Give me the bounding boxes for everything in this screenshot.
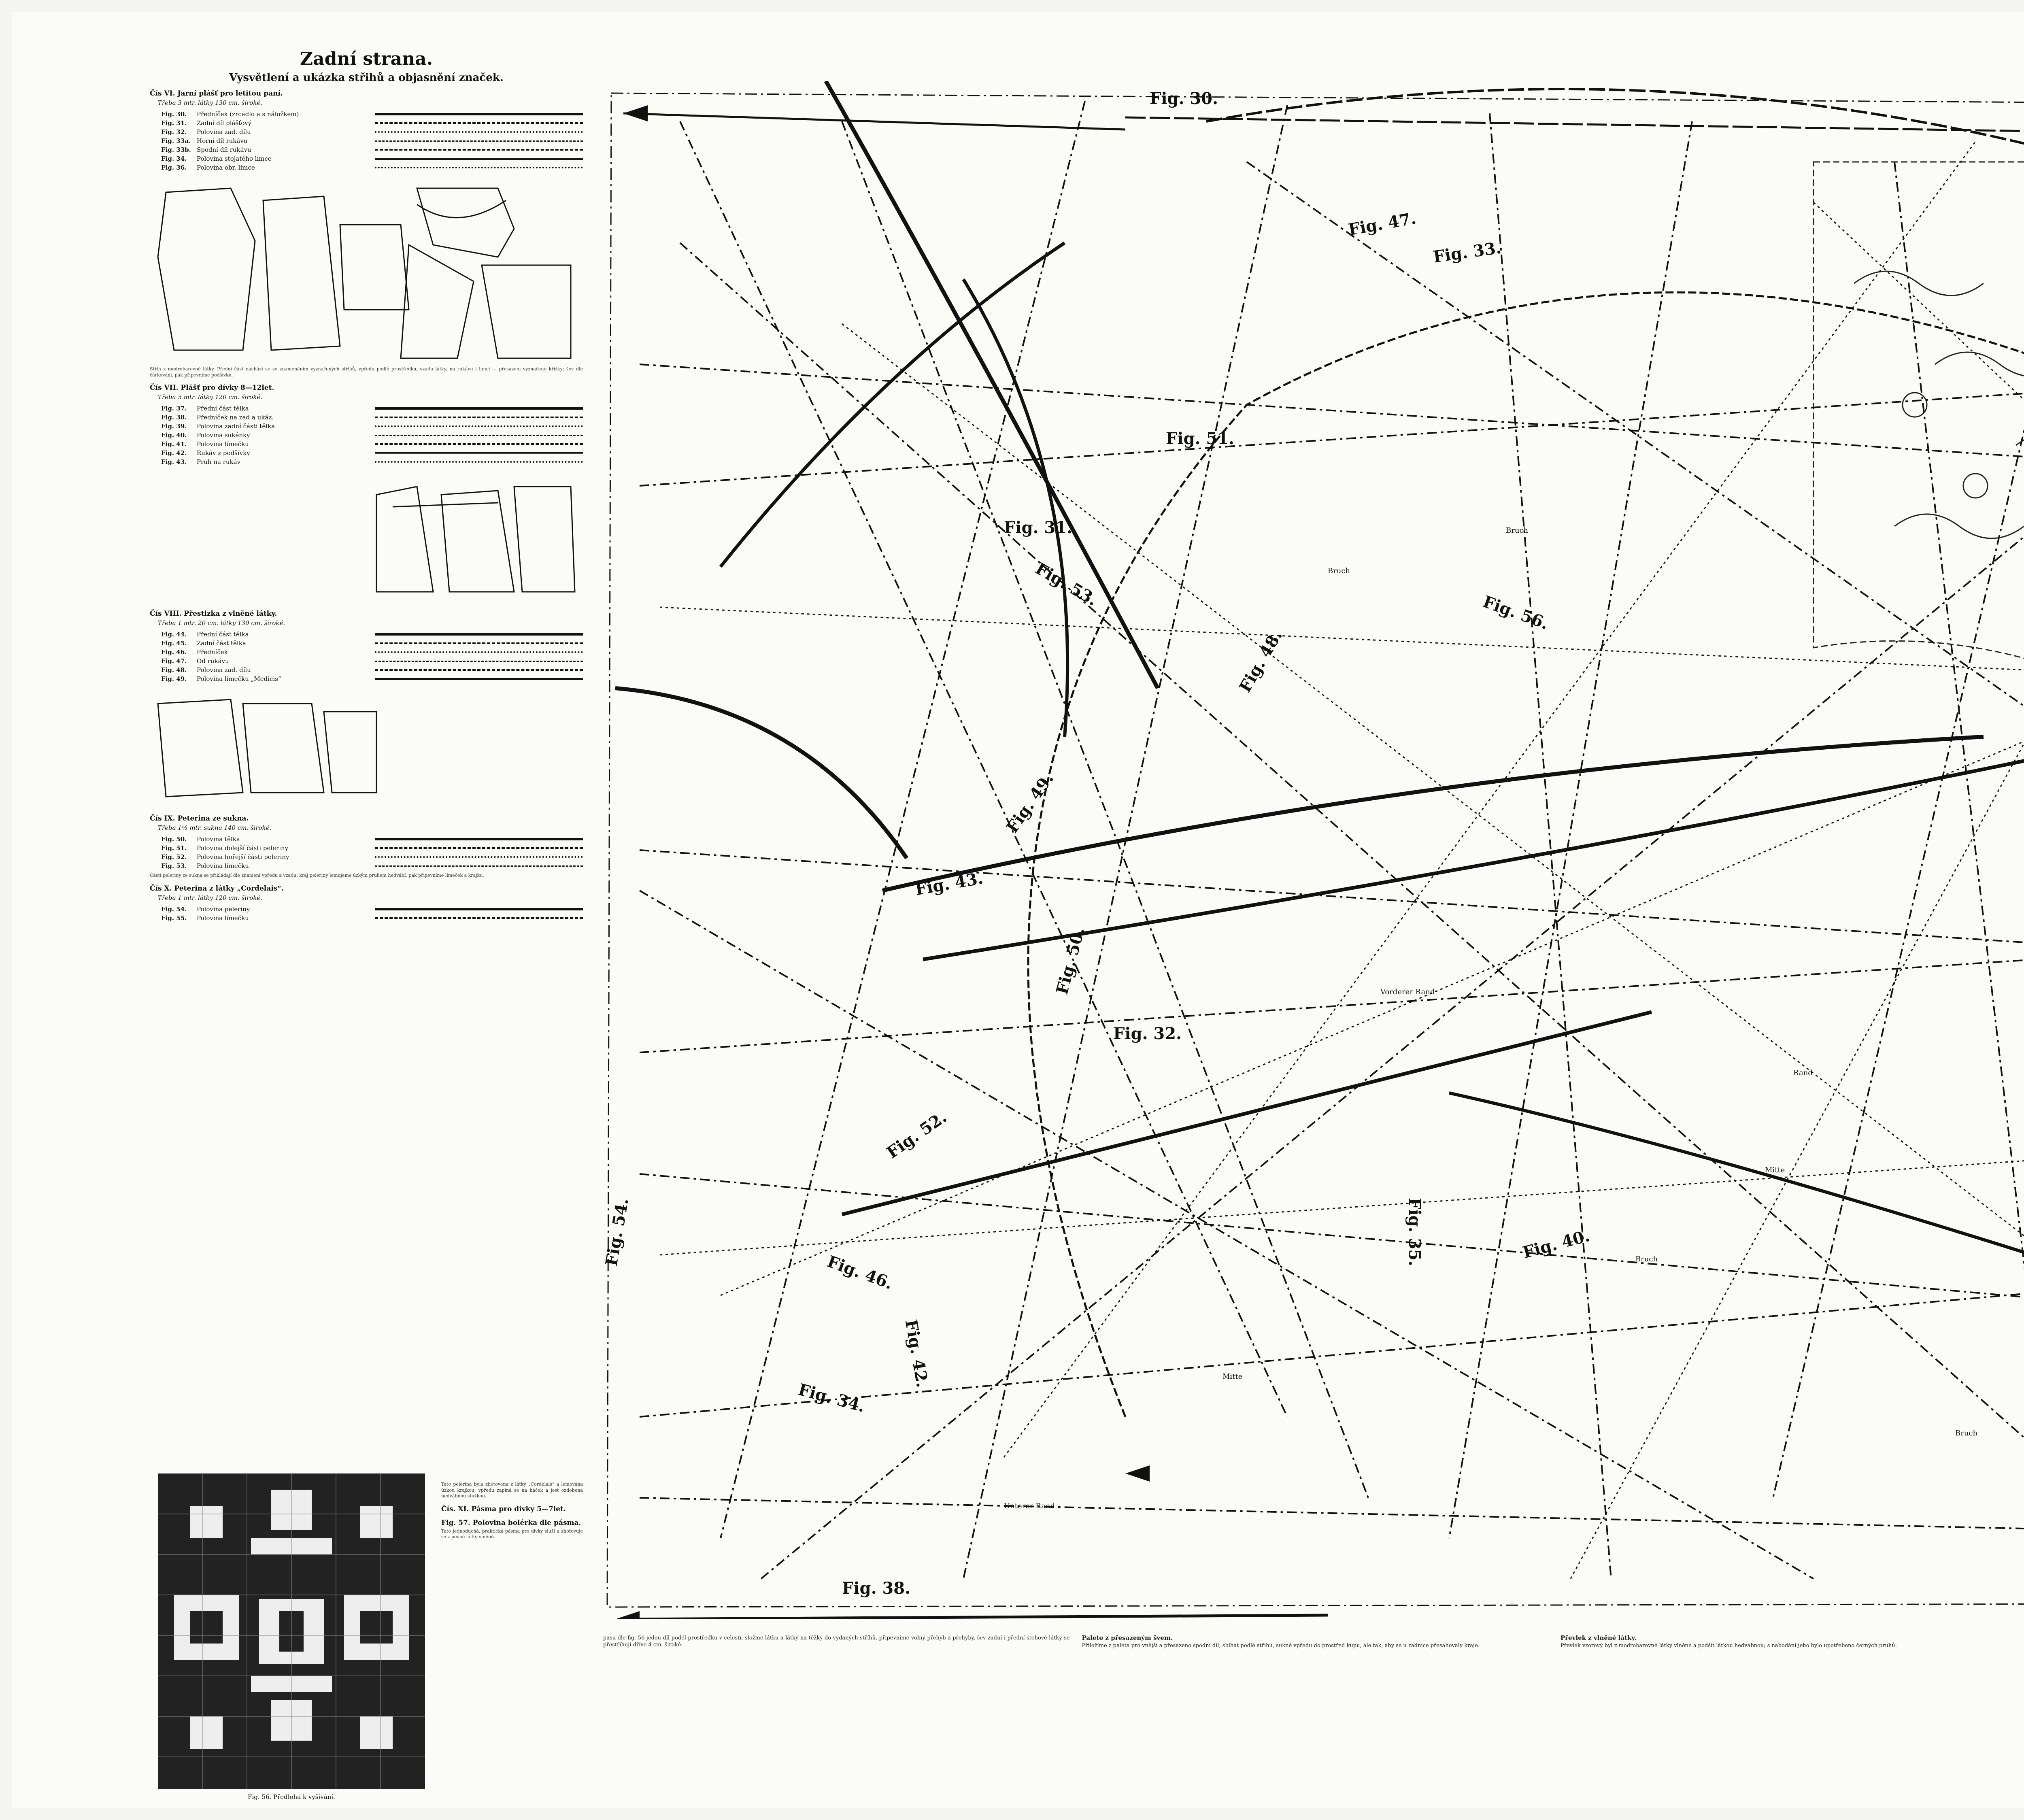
legend-row	[161, 154, 583, 163]
bottom-paragraph: Převlek vzorový byl z modrobarevné látky vlněné a podšit látkou hedvábnou; s nabodání jeho bylo upotřebeno černých pruhů.	[1561, 1643, 1897, 1649]
legend-fig: Fig. 46.	[161, 648, 187, 656]
line-style-swatch	[375, 443, 583, 445]
legend-fig: Fig. 39.	[161, 423, 187, 430]
line-style-swatch	[375, 908, 583, 910]
bottom-paragraph: Přiložíme z paleta pro vnější a přesazeno spodní díl, sbíhat podlé střihu, sukně vpředu do prostřed kupu, ale tak, aby se u zadnice přesahovaly kraje.	[1082, 1643, 1480, 1649]
page-title: Zadní strana.	[300, 49, 433, 69]
legend-fig: Fig. 31.	[161, 119, 187, 127]
section-1	[150, 384, 583, 466]
legend-row	[161, 136, 583, 145]
line-style-swatch	[375, 417, 583, 418]
section-4	[150, 884, 583, 923]
line-style-swatch	[375, 131, 583, 133]
legend-desc: Předníček	[197, 648, 228, 656]
line-style-swatch	[375, 856, 583, 858]
line-style-swatch	[375, 149, 583, 151]
line-style-swatch	[375, 678, 583, 680]
legend-fig: Fig. 30.	[161, 111, 187, 118]
legend-row	[161, 440, 583, 449]
legend-row	[161, 422, 583, 431]
section-heading: Čís VIII. Přestizka z vlněné látky.	[150, 610, 277, 618]
legend-fig: Fig. 34.	[161, 155, 187, 162]
line-style-swatch	[375, 847, 583, 849]
section-0	[150, 89, 583, 172]
legend-desc: Pruh na rukáv	[197, 458, 241, 466]
legend-fig: Fig. 49.	[161, 675, 187, 682]
legend-desc: Horní díl rukávu	[197, 137, 248, 145]
legend-row	[161, 835, 583, 844]
thumbnail-group-1	[150, 176, 583, 362]
fig-label: Fig. 53.	[1032, 559, 1101, 610]
legend-desc: Polovina hořejší části peleriny	[197, 853, 289, 861]
legend-desc: Předníček na zad a ukáz.	[197, 414, 274, 421]
pattern-note: Rand	[1793, 1069, 1813, 1077]
legend-fig: Fig. 48.	[161, 666, 187, 674]
section-2	[150, 610, 583, 683]
legend-fig: Fig. 33a.	[161, 137, 191, 145]
legend-desc: Spodní díl rukávu	[197, 146, 251, 153]
legend-row	[161, 145, 583, 154]
legend-row	[161, 404, 583, 413]
line-style-swatch	[375, 158, 583, 160]
legend-row	[161, 128, 583, 136]
legend-fig: Fig. 32.	[161, 128, 187, 136]
legend-desc: Polovina stojatého límce	[197, 155, 272, 162]
instructions-paragraph: Střih z modrobarevné látky. Přední část nachází se se znamenáním vyznačených střihů, vpředu podlé prostředku, vzadu látky, na rukávu i límci — přesazení vyznačeno křížky; šev dle čárkování, pak připevníme podšívku.	[150, 366, 583, 378]
section-3	[150, 814, 583, 870]
legend-row	[161, 844, 583, 853]
pattern-note: Bruch	[1955, 1429, 1978, 1437]
legend-desc: Polovina zad. dílu	[197, 128, 251, 136]
line-style-swatch	[375, 633, 583, 636]
legend-fig: Fig. 37.	[161, 405, 187, 412]
legend-fig: Fig. 42.	[161, 449, 187, 457]
fig-label: Fig. 35.	[1405, 1197, 1424, 1267]
legend-fig: Fig. 52.	[161, 853, 187, 861]
legend-desc: Polovina dolejší části peleriny	[197, 844, 289, 852]
legend-column	[150, 49, 583, 1801]
instructions-paragraph: Části peleriny ze sukna se přikládají dle znamení vpředu a vzadu; kraj peleriny lemujeme úzkým pruhem hedvábí, pak připevníme límeček a krajku.	[150, 873, 484, 878]
line-style-swatch	[375, 642, 583, 644]
legend-desc: Zadní část tělka	[197, 640, 246, 647]
legend-row	[161, 853, 583, 861]
garment-thumbnails-icon	[150, 176, 579, 362]
garment-thumbnails-icon	[150, 470, 579, 604]
fig-label: Fig. 48.	[1235, 627, 1286, 696]
legend-desc: Polovina peleriny	[197, 905, 250, 913]
pattern-note: Unterer Rand	[1004, 1502, 1055, 1510]
line-style-swatch	[375, 113, 583, 115]
legend-fig: Fig. 55.	[161, 914, 187, 922]
legend-row	[161, 119, 583, 128]
legend-fig: Fig. 40.	[161, 432, 187, 439]
legend-fig: Fig. 44.	[161, 631, 187, 638]
legend-fig: Fig. 36.	[161, 164, 187, 171]
legend-row	[161, 630, 583, 639]
legend-list	[161, 630, 583, 683]
fig-label: Fig. 46.	[825, 1252, 895, 1293]
fig-label: Fig. 54.	[602, 1197, 633, 1267]
legend-row	[161, 914, 583, 923]
pattern-sheet	[12, 12, 2024, 1808]
pattern-note: Bruch	[1635, 1255, 1658, 1263]
legend-list	[161, 110, 583, 172]
side-notes	[441, 1482, 583, 1540]
legend-desc: Polovina zadní části tělka	[197, 423, 275, 430]
bottom-column	[1561, 1631, 2024, 1801]
line-style-swatch	[375, 838, 583, 840]
line-style-swatch	[375, 425, 583, 427]
legend-list	[161, 404, 583, 466]
bottom-column	[603, 1631, 1070, 1801]
fig-label: Fig. 34.	[796, 1380, 867, 1416]
pattern-area	[599, 81, 2024, 1619]
legend-row	[161, 163, 583, 172]
line-style-swatch	[375, 435, 583, 436]
legend-desc: Polovina límečku	[197, 440, 249, 448]
legend-list	[161, 835, 583, 870]
fig-label: Fig. 30.	[1150, 89, 1218, 108]
pattern-note: Bruch	[1506, 526, 1529, 535]
legend-desc: Polovina límečku	[197, 862, 249, 870]
legend-fig: Fig. 33b.	[161, 146, 191, 153]
side-heading: Čís. XI. Pásma pro dívky 5—7let.	[441, 1505, 566, 1513]
legend-fig: Fig. 51.	[161, 844, 187, 852]
fig-label: Fig. 33.	[1432, 238, 1503, 267]
legend-desc: Polovina límečku	[197, 914, 249, 922]
fig-label: Fig. 38.	[842, 1579, 911, 1598]
section-heading: Čís VII. Plášť pro dívky 8—12let.	[150, 384, 274, 392]
legend-fig: Fig. 43.	[161, 458, 187, 466]
pattern-note: Mitte	[1222, 1372, 1243, 1381]
legend-desc: Polovina zad. dílu	[197, 666, 251, 674]
line-style-swatch	[375, 407, 583, 410]
fig-label: Fig. 40.	[1520, 1226, 1592, 1263]
legend-row	[161, 861, 583, 870]
bottom-heading: Paleto z přesazeným švem.	[1082, 1634, 1173, 1641]
fig-label: Fig. 32.	[1113, 1024, 1182, 1043]
legend-row	[161, 905, 583, 914]
bottom-heading: Převlek z vlněné látky.	[1561, 1634, 1637, 1641]
line-style-swatch	[375, 167, 583, 168]
fig-label: Fig. 51.	[1166, 429, 1235, 448]
section-note: Třeba 1 mtr. látky 120 cm. široké.	[158, 894, 263, 901]
section-heading: Čís IX. Peterina ze sukna.	[150, 814, 249, 823]
side-paragraph: Tato jednoduchá, praktická pásma pro dívky sluší a zhotovuje se z pevné látky vlněné.	[441, 1528, 583, 1539]
line-style-swatch	[375, 122, 583, 124]
line-style-swatch	[375, 661, 583, 662]
line-style-swatch	[375, 669, 583, 671]
embroidery-pattern-icon	[158, 1473, 425, 1789]
legend-row	[161, 674, 583, 683]
legend-row	[161, 431, 583, 440]
legend-row	[161, 639, 583, 648]
legend-fig: Fig. 54.	[161, 905, 187, 913]
fig-label: Fig. 31.	[1004, 518, 1073, 537]
legend-row	[161, 657, 583, 665]
legend-fig: Fig. 53.	[161, 862, 187, 870]
legend-row	[161, 457, 583, 466]
line-style-swatch	[375, 140, 583, 142]
legend-row	[161, 665, 583, 674]
page-subtitle: Vysvětlení a ukázka střihů a objasnění značek.	[229, 72, 504, 84]
legend-desc: Polovina sukénky	[197, 432, 250, 439]
pattern-note: Bruch	[1328, 567, 1350, 575]
bottom-column	[1082, 1631, 1549, 1801]
legend-row	[161, 648, 583, 657]
thumbnail-group-2	[150, 470, 583, 604]
fig-label: Fig. 42.	[901, 1318, 932, 1389]
pattern-note: Mitte	[1765, 1166, 1785, 1174]
legend-desc: Zadní díl plášťový	[197, 119, 252, 127]
fig-label: Fig. 49.	[1002, 769, 1058, 837]
legend-list	[161, 905, 583, 923]
side-paragraph: Tato pelerina byla zhotovena z látky „Cordelais“ a lemována úzkou krajkou; vpředu zapíná se na háček a jest ozdobena hedvábnou stužkou.	[441, 1482, 583, 1499]
line-style-swatch	[375, 865, 583, 867]
section-note: Třeba 1 mtr. 20 cm. látky 130 cm. široké.	[158, 619, 285, 627]
garment-thumbnails-icon	[150, 687, 579, 809]
embroidery-caption: Fig. 56. Předloha k vyšívání.	[248, 1793, 335, 1801]
legend-desc: Od rukávu	[197, 657, 229, 665]
line-style-swatch	[375, 917, 583, 919]
bottom-paragraph: pasu dle fig. 56 jedou díl podél prostředku v celosti, složme látku a látky na těžky do vydaných stříhů, připevníme volný přehyb a přehyby, šev zadní i přední stehové látky se přestřihují dříve 4 cm. široké.	[603, 1635, 1070, 1648]
section-heading: Čís X. Peterina z látky „Cordelais“.	[150, 884, 284, 893]
section-note: Třeba 1½ mtr. sukna 140 cm. široké.	[158, 824, 272, 831]
bottom-text	[603, 1631, 2024, 1801]
line-style-swatch	[375, 461, 583, 463]
legend-desc: Polovina límečku „Medicis“	[197, 675, 281, 682]
legend-fig: Fig. 41.	[161, 440, 187, 448]
legend-fig: Fig. 47.	[161, 657, 187, 665]
legend-fig: Fig. 45.	[161, 640, 187, 647]
legend-desc: Předníček (zrcadlo a s náložkem)	[197, 111, 299, 118]
fig-label: Fig. 50.	[1052, 925, 1089, 997]
section-note: Třeba 3 mtr. látky 130 cm. široké.	[158, 99, 263, 106]
legend-fig: Fig. 50.	[161, 836, 187, 843]
fig-label: Fig. 47.	[1347, 208, 1418, 240]
fig-label: Fig. 43.	[914, 868, 984, 899]
fig-label: Fig. 56.	[1480, 592, 1551, 634]
legend-fig: Fig. 38.	[161, 414, 187, 421]
legend-desc: Přední část tělka	[197, 631, 249, 638]
thumbnail-group-3	[150, 687, 583, 809]
legend-desc: Přední část tělka	[197, 405, 249, 412]
legend-desc: Polovina tělka	[197, 836, 240, 843]
section-heading: Čís VI. Jarní plášť pro letitou paní.	[150, 89, 283, 98]
legend-row	[161, 413, 583, 422]
legend-row	[161, 110, 583, 119]
pattern-note: Vorderer Rand	[1380, 988, 1435, 996]
fig-label: Fig. 52.	[883, 1107, 950, 1163]
legend-desc: Polovina obr. límce	[197, 164, 255, 171]
section-note: Třeba 3 mtr. látky 120 cm. široké.	[158, 393, 263, 401]
line-style-swatch	[375, 452, 583, 454]
legend-desc: Rukáv z podšívky	[197, 449, 250, 457]
line-style-swatch	[375, 651, 583, 653]
legend-row	[161, 449, 583, 457]
side-subheading: Fig. 57. Polovina bolérka dle pásma.	[441, 1518, 581, 1527]
